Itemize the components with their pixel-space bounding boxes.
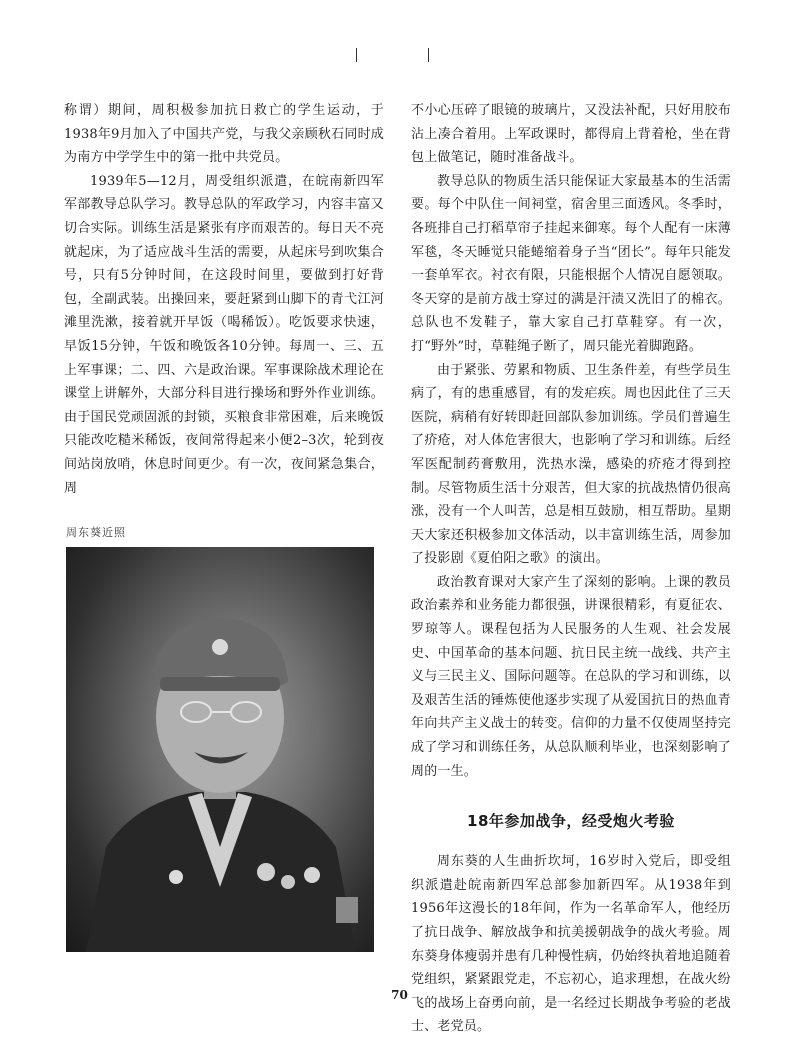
- header-mark-right: [428, 48, 429, 62]
- header-mark-left: [356, 48, 357, 62]
- paragraph: 称谓）期间，周积极参加抗日救亡的学生运动，于1938年9月加入了中国共产党，与我父亲顾秋石同时成为南方中学学生中的第一批中共党员。: [64, 103, 384, 166]
- paragraph: 由于紧张、劳累和物质、卫生条件差，有些学员生病了，有的患重感冒，有的发疟疾。周也因此住了三天医院，病稍有好转即赶回部队参加训练。学员们普遍生了疥疮，对人体危害很大，也影响了学习和训练。后经军医配制药膏敷用，洗热水澡，感染的疥疮才得到控制。尽管物质生活十分艰苦，但大家的抗战热情仍很高涨，没有一个人叫苦，总是相互鼓励，相互帮助。星期天大家还积极参加文体活动，以丰富训练生活，周参加了投影剧《夏伯阳之歌》的演出。: [411, 362, 731, 567]
- portrait-illustration: [66, 547, 374, 952]
- paragraph: 周东葵的人生曲折坎坷，16岁时入党后，即受组织派遣赴皖南新四军总部参加新四军。从1938年到1956年这漫长的18年间，作为一名革命军人，他经历了抗日战争、解放战争和抗美援朝战争的战火考验。周东葵身体瘦弱并患有几种慢性病，仍始终执着地追随着党组织，紧紧跟党走，不忘初心，追求理想，在战火纷飞的战场上奋勇向前，是一名经过长期战争考验的老战士、老党员。: [411, 854, 731, 1035]
- paragraph: 1939年5—12月，周受组织派遣，在皖南新四军军部教导总队学习。教导总队的军政学习，内容丰富又切合实际。训练生活是紧张有序而艰苦的。每日天不亮就起床，为了适应战斗生活的需要，从起床号到吹集合号，只有5分钟时间，在这段时间里，要做到打好背包，全副武装。出操回来，要赶紧到山脚下的青弋江河滩里洗漱，接着就开早饭（喝稀饭）。吃饭要求快速，早饭15分钟，午饭和晚饭各10分钟。每周一、三、五上军事课；二、四、六是政治课。军事课除战术理论在课堂上讲解外，大部分科目进行操场和野外作业训练。由于国民党顽固派的封锁，买粮食非常困难，后来晚饭只能改吃糙米稀饭，夜间常得起来小便2–3次，轮到夜间站岗放哨，休息时间更少。有一次，夜间紧急集合，周: [64, 173, 384, 496]
- page-number: 70: [391, 988, 408, 1002]
- right-column: [411, 99, 731, 1039]
- paragraph: 政治教育课对大家产生了深刻的影响。上课的教员政治素养和业务能力都很强，讲课很精彩，有夏征农、罗琼等人。课程包括为人民服务的人生观、社会发展史、中国革命的基本问题、抗日民主统一战线、共产主义与三民主义、国际问题等。在总队的学习和训练，以及艰苦生活的锤炼使他逐步实现了从爱国抗日的热血青年向共产主义战士的转变。信仰的力量不仅使周坚持完成了学习和训练任务，从总队顺利毕业，也深刻影响了周的一生。: [411, 574, 731, 779]
- left-column: [64, 99, 384, 500]
- paragraph: 不小心压碎了眼镜的玻璃片，又没法补配，只好用胶布沾上凑合着用。上军政课时，都得肩上背着枪，坐在背包上做笔记，随时准备战斗。: [411, 103, 731, 166]
- section-title: 18年参加战争，经受炮火考验: [467, 812, 675, 831]
- photo-caption: 周东葵近照: [66, 526, 126, 539]
- portrait-photo: [66, 547, 374, 952]
- paragraph: 教导总队的物质生活只能保证大家最基本的生活需要。每个中队住一间祠堂，宿舍里三面透风。冬季时，各班排自己打稻草帘子挂起来御寒。每个人配有一床薄军毯，冬天睡觉只能蜷缩着身子当“团长”。每年只能发一套单军衣。衬衣有限，只能根据个人情况自愿领取。冬天穿的是前方战士穿过的满是汗渍又洗旧了的棉衣。总队也不发鞋子，靠大家自己打草鞋穿。有一次，打“野外”时，草鞋绳子断了，周只能光着脚跑路。: [411, 173, 731, 354]
